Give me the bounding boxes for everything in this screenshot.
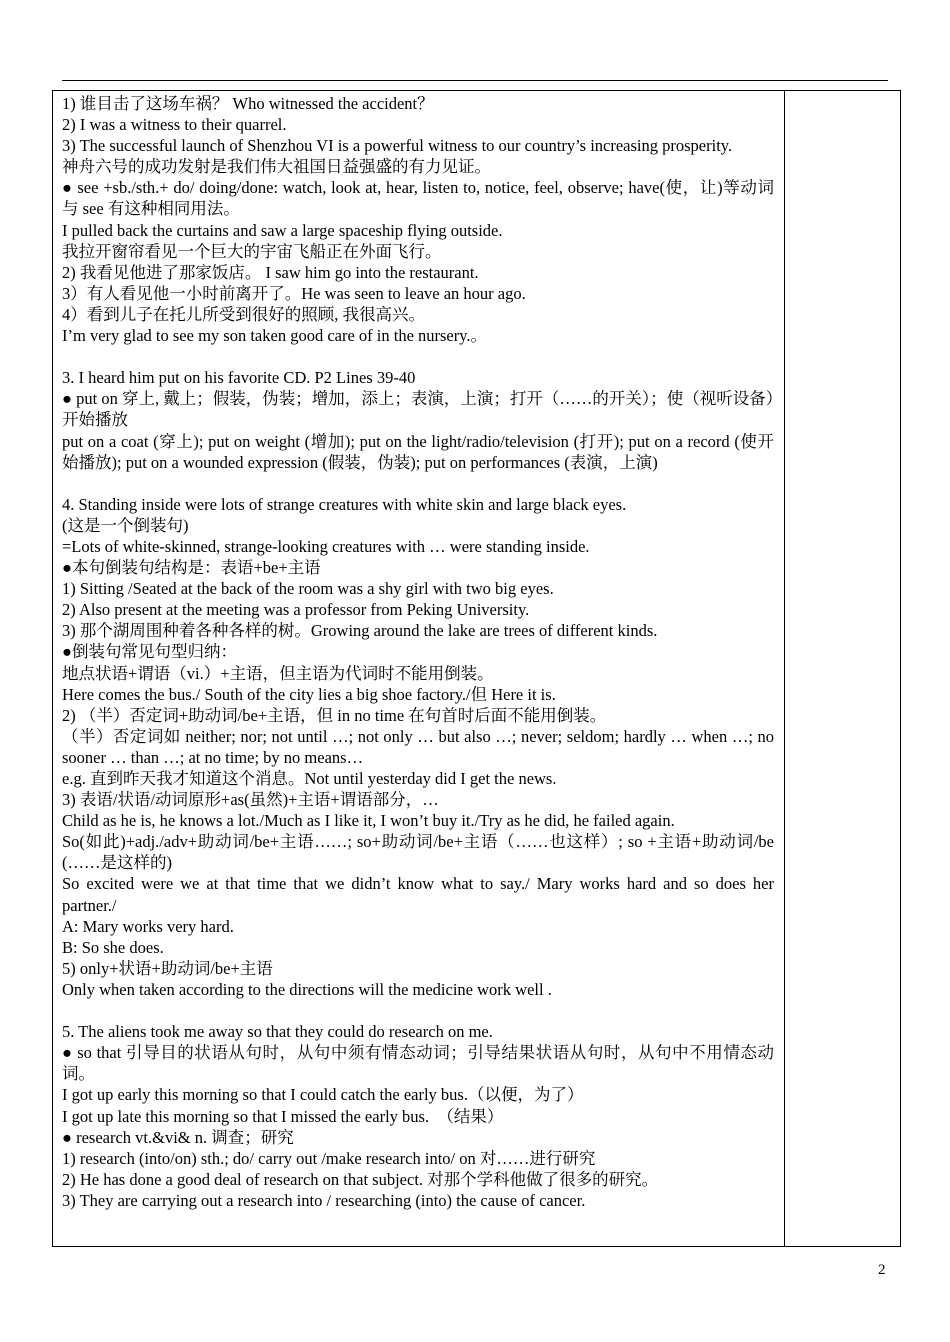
text-line: 5. The aliens took me away so that they could do research on me. [62, 1022, 493, 1042]
text-line: e.g. 直到昨天我才知道这个消息。Not until yesterday did I get the news. [62, 769, 557, 788]
text-line: 神舟六号的成功发射是我们伟大祖国日益强盛的有力见证。 [62, 157, 491, 177]
text-line: ● see +sb./sth.+ do/ doing/done: watch, look at, hear, listen to, notice, feel, observe; have(使，让)等动词与 see 有这种相同用法。 [62, 178, 774, 219]
blank-line [62, 346, 774, 367]
text-line: 2) I was a witness to their quarrel. [62, 115, 287, 135]
text-line: 4）看到儿子在托儿所受到很好的照顾, 我很高兴。 [62, 304, 425, 324]
blank-line [62, 473, 774, 494]
text-line: （半）否定词如 neither; nor; not until …; not only … but also …; never; seldom; hardly … when …; no sooner … than …; at no time; by no means… [62, 726, 774, 767]
text-line: ● research vt.&vi& n. 调查；研究 [62, 1127, 294, 1147]
notes-table [52, 90, 901, 1247]
text-line: 3) They are carrying out a research into / researching (into) the cause of cancer. [62, 1190, 586, 1210]
text-line: 3) The successful launch of Shenzhou VI is a powerful witness to our country’s increasing prosperity. [62, 136, 733, 156]
text-line: 1) Sitting /Seated at the back of the room was a shy girl with two big eyes. [62, 579, 554, 599]
text-line: 1) 谁目击了这场车祸？ Who witnessed the accident？ [62, 94, 434, 113]
text-line: I got up late this morning so that I missed the early bus. （结果） [62, 1106, 504, 1126]
text-line: ●本句倒装句结构是：表语+be+主语 [62, 558, 321, 578]
page-number: 2 [878, 1262, 886, 1278]
blank-line [62, 1000, 774, 1021]
text-line: 3. I heard him put on his favorite CD. P2 Lines 39-40 [62, 368, 416, 388]
text-line: Only when taken according to the directions will the medicine work well . [62, 979, 552, 999]
text-line: 3) 表语/状语/动词原形+as(虽然)+主语+谓语部分，… [62, 790, 439, 810]
text-line: So(如此)+adj./adv+助动词/be+主语……; so+助动词/be+主语（……也这样）; so +主语+助动词/be (……是这样的) [62, 832, 774, 873]
text-line: ● so that 引导目的状语从句时，从句中须有情态动词；引导结果状语从句时，从句中不用情态动词。 [62, 1043, 774, 1084]
text-line: (这是一个倒装句) [62, 515, 189, 535]
text-line: ● put on 穿上, 戴上；假装，伪装；增加，添上；表演，上演；打开（……的开关）；使（视听设备）开始播放 [62, 389, 774, 430]
text-line: I pulled back the curtains and saw a large spaceship flying outside. [62, 220, 503, 240]
column-divider [784, 91, 785, 1246]
text-line: 我拉开窗帘看见一个巨大的宇宙飞船正在外面飞行。 [62, 241, 442, 261]
text-line: 2) （半）否定词+助动词/be+主语，但 in no time 在句首时后面不能用倒装。 [62, 705, 607, 725]
text-line: 2) He has done a good deal of research on that subject. 对那个学科他做了很多的研究。 [62, 1169, 659, 1189]
text-line: 3）有人看见他一小时前离开了。He was seen to leave an hour ago. [62, 283, 526, 303]
text-line: A: Mary works very hard. [62, 916, 234, 936]
text-line: =Lots of white-skinned, strange-looking creatures with … were standing inside. [62, 536, 590, 556]
text-line: ●倒装句常见句型归纳： [62, 642, 237, 662]
text-line: I’m very glad to see my son taken good care of in the nursery.。 [62, 326, 488, 346]
text-line: 4. Standing inside were lots of strange creatures with white skin and large black eyes. [62, 494, 627, 514]
header-rule [62, 80, 888, 81]
text-line: 2) 我看见他进了那家饭店。 I saw him go into the restaurant. [62, 262, 479, 282]
text-line: I got up early this morning so that I could catch the early bus.（以便，为了） [62, 1085, 584, 1105]
text-line: put on a coat (穿上); put on weight (增加); put on the light/radio/television (打开); put on a record (使开始播放); put on a wounded expression (假装，伪装); put on performances (表演，上演) [62, 431, 774, 472]
text-line: 地点状语+谓语（vi.）+主语，但主语为代词时不能用倒装。 [62, 663, 494, 683]
text-line: Child as he is, he knows a lot./Much as I like it, I won’t buy it./Try as he did, he failed again. [62, 811, 675, 831]
text-line: 5) only+状语+助动词/be+主语 [62, 958, 273, 978]
text-line: 2) Also present at the meeting was a professor from Peking University. [62, 600, 530, 620]
text-line: Here comes the bus./ South of the city lies a big shoe factory./但 Here it is. [62, 684, 556, 704]
notes-content [62, 93, 774, 1211]
text-line: B: So she does. [62, 937, 164, 957]
text-line: 3) 那个湖周围种着各种各样的树。Growing around the lake are trees of different kinds. [62, 621, 658, 641]
text-line: 1) research (into/on) sth.; do/ carry out /make research into/ on 对……进行研究 [62, 1148, 596, 1168]
text-line: So excited were we at that time that we didn’t know what to say./ Mary works hard and so does her partner./ [62, 874, 774, 915]
